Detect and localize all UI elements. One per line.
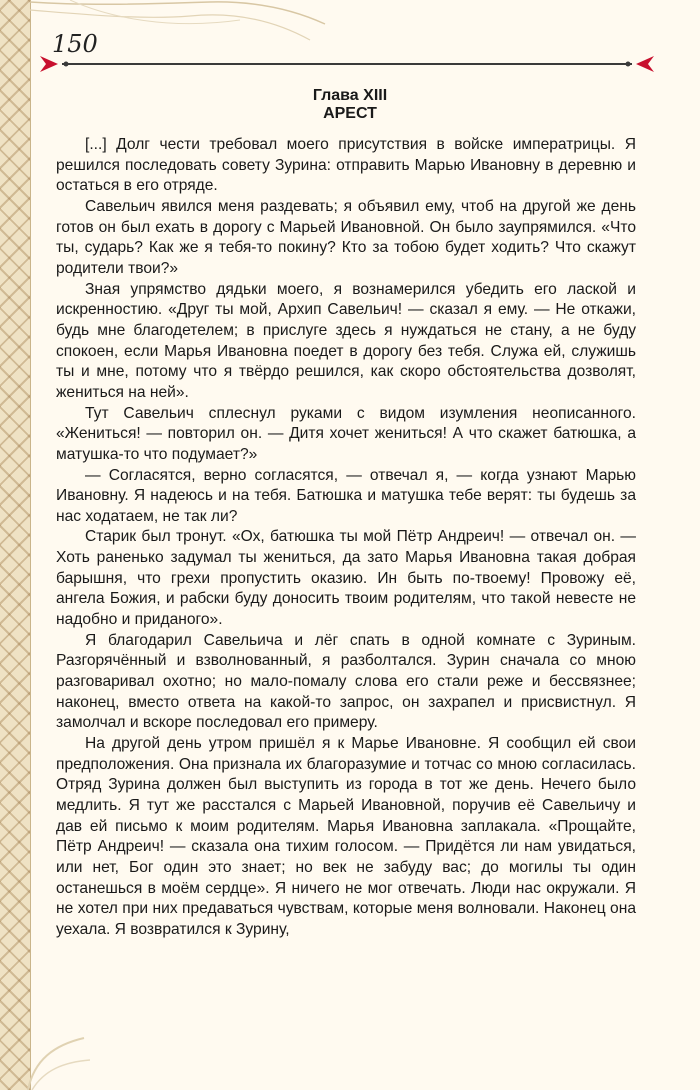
paragraph: Я благодарил Савельича и лёг спать в одной комнате с Зуриным. Разгорячённый и взволнованный, я разболтался. Зурин сначала со мною разговаривал охотно; но мало-помалу слова его стали реже и бессвязнее; наконец, вместо ответа на какой-то запрос, он захрапел и присвистнул. Я замолчал и вскоре последовал его примеру. bbox=[56, 631, 636, 732]
chapter-title: Глава XIII bbox=[312, 87, 388, 104]
header-rule bbox=[36, 52, 658, 76]
paragraph: Тут Савельич сплеснул руками с видом изумления неописанного. «Жениться! — повторил он. — Дитя хочет жениться! А что скажет батюшка, а матушка-то что подумает?» bbox=[56, 404, 636, 463]
paragraph: — Согласятся, верно согласятся, — отвечал я, — когда узнают Марью Ивановну. Я надеюсь и на тебя. Батюшка и матушка тебе верят: ты будешь за нас ходатаем, не так ли? bbox=[56, 466, 636, 525]
right-arrow-ornament bbox=[636, 56, 654, 72]
chapter-subtitle: АРЕСТ bbox=[323, 105, 377, 122]
paragraph: На другой день утром пришёл я к Марье Ивановне. Я сообщил ей свои предположения. Она признала их благоразумие и тотчас со мною согласилась. Отряд Зурина должен был выступить из города в тот же день. Нечего было медлить. Я тут же расстался с Марьей Ивановной, поручив её Савельичу и дав ей письмо к моим родителям. Марья Ивановна заплакала. «Прощайте, Пётр Андреич! — сказала она тихим голосом. — Придётся ли нам увидаться, или нет, Бог один это знает; но век не забуду вас; до могилы ты один останешься в моём сердце». Я ничего не мог отвечать. Люди нас окружали. Я не хотел при них предаваться чувствам, которые меня волновали. Наконец она уехала. Я возвратился к Зурину, bbox=[56, 735, 636, 938]
paragraph: Савельич явился меня раздевать; я объявил ему, чтоб на другой же день готов он был ехать в дорогу с Марьей Ивановной. Он было заупрямился. «Что ты, сударь? Как же я тебя-то покину? Кто за тобою будет ходить? Что скажут родители твои?» bbox=[56, 197, 636, 277]
paragraph: Старик был тронут. «Ох, батюшка ты мой Пётр Андреич! — отвечал он. — Хоть раненько задумал ты жениться, да зато Марья Ивановна такая добрая барышня, что грехи пропустить оказию. Ин быть по-твоему! Провожу её, ангела Божия, и рабски буду доносить твоим родителям, что такой невесте не надобно и приданого». bbox=[56, 528, 636, 629]
paragraph: [...] Долг чести требовал моего присутствия в войске императрицы. Я решился последовать совету Зурина: отправить Марью Ивановну в деревню и остаться в его отряде. bbox=[56, 136, 636, 195]
body-text bbox=[56, 135, 636, 941]
bottom-ornament bbox=[24, 990, 94, 1090]
decorative-border bbox=[0, 0, 31, 1090]
left-arrow-ornament bbox=[40, 56, 58, 72]
paragraph: Зная упрямство дядьки моего, я вознамерился убедить его лаской и искренностию. «Друг ты мой, Архип Савельич! — сказал я ему. — Не откажи, будь мне благодетелем; в прислуге здесь я нуждаться не стану, а не буду спокоен, если Марья Ивановна поедет в дорогу без тебя. Служа ей, служишь ты и мне, потому что я твёрдо решился, как скоро обстоятельства дозволят, жениться на ней». bbox=[56, 280, 636, 401]
page-number: 150 bbox=[52, 30, 98, 58]
